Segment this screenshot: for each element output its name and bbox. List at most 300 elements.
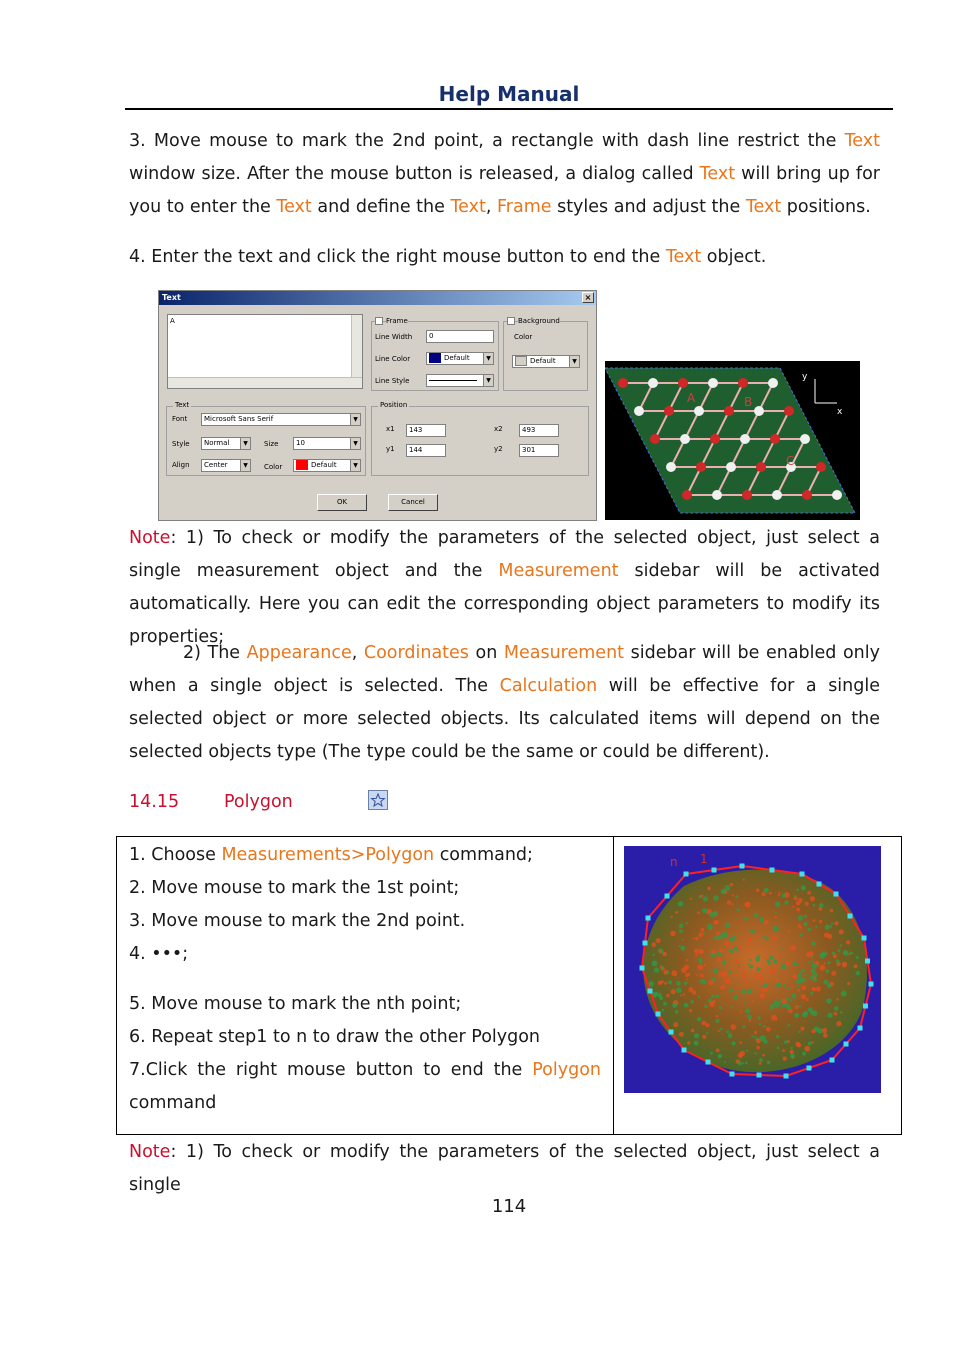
brain-texture-dot (715, 1019, 719, 1023)
brain-texture-dot (754, 1031, 757, 1034)
brain-texture-dot (800, 927, 802, 929)
brain-texture-dot (729, 970, 732, 973)
lattice-atom (756, 462, 766, 472)
text-color-select[interactable]: Default ▼ (293, 459, 361, 472)
brain-texture-dot (694, 1033, 699, 1038)
cancel-button[interactable]: Cancel (388, 494, 438, 511)
brain-texture-dot (760, 993, 765, 998)
close-icon[interactable]: × (582, 292, 594, 303)
line-width-field[interactable]: 0 (426, 330, 494, 343)
brain-texture-dot (769, 955, 774, 960)
brain-texture-dot (749, 1019, 752, 1022)
brain-texture-dot (800, 934, 803, 937)
brain-texture-dot (738, 1053, 743, 1058)
text-style-group: Text Font Microsoft Sans Serif ▼ Style Normal ▼ Size 10 ▼ Align Center ▼ Color Default ▼ (166, 406, 366, 476)
polygon-vertex-marker (834, 892, 839, 897)
brain-texture-dot (754, 913, 759, 918)
chevron-down-icon: ▼ (240, 438, 250, 449)
y1-field[interactable]: 144 (406, 444, 446, 457)
brain-texture-dot (810, 896, 815, 901)
brain-texture-dot (808, 961, 810, 963)
brain-texture-dot (760, 1035, 766, 1041)
brain-texture-dot (743, 971, 746, 974)
brain-texture-dot (708, 980, 713, 985)
brain-texture-dot (807, 928, 810, 931)
brain-texture-dot (815, 926, 817, 928)
brain-texture-dot (713, 895, 719, 901)
brain-texture-dot (791, 1047, 793, 1049)
brain-texture-dot (794, 1013, 799, 1018)
brain-texture-dot (765, 937, 768, 940)
line-color-select[interactable]: Default ▼ (426, 352, 494, 365)
lattice-atom (742, 490, 752, 500)
brain-texture-dot (757, 967, 761, 971)
brain-texture-dot (797, 963, 799, 965)
brain-texture-dot (662, 952, 667, 957)
brain-texture-dot (742, 990, 747, 995)
brain-texture-dot (732, 1041, 736, 1045)
brain-texture-dot (767, 1061, 770, 1064)
brain-texture-dot (836, 1021, 841, 1026)
text-input-area[interactable]: A (167, 314, 363, 389)
brain-texture-dot (749, 965, 753, 969)
lattice-atom (754, 406, 764, 416)
brain-texture-dot (713, 968, 719, 974)
brain-texture-dot (804, 1011, 808, 1015)
brain-texture-dot (668, 980, 672, 984)
brain-texture-dot (746, 1050, 748, 1052)
brain-texture-dot (728, 1033, 733, 1038)
brain-texture-dot (652, 954, 654, 956)
dialog-title-bar: Text × (159, 291, 596, 305)
brain-texture-dot (791, 993, 796, 998)
font-select[interactable]: Microsoft Sans Serif ▼ (201, 413, 361, 426)
lattice-atom (816, 462, 826, 472)
brain-texture-dot (796, 978, 801, 983)
brain-texture-dot (756, 1046, 760, 1050)
brain-texture-dot (742, 974, 746, 978)
brain-texture-dot (776, 982, 781, 987)
brain-texture-dot (830, 909, 834, 913)
table-divider (613, 837, 614, 1134)
brain-texture-dot (722, 960, 727, 965)
brain-texture-dot (719, 953, 723, 957)
brain-texture-dot (732, 894, 734, 896)
brain-texture-dot (731, 903, 733, 905)
note-paragraph-1: Note: 1) To check or modify the parameters of the selected object, just select a single measurement object and the Measurement sidebar will be activated automatically. Here you can edit the corresponding object parameters to modify its properties; (129, 528, 880, 647)
brain-texture-dot (683, 993, 685, 995)
brain-texture-dot (841, 991, 847, 997)
brain-texture-dot (738, 1061, 742, 1065)
x1-field[interactable]: 143 (406, 424, 446, 437)
brain-texture-dot (806, 998, 809, 1001)
brain-texture-dot (724, 1061, 726, 1063)
brain-texture-dot (834, 1006, 839, 1011)
lattice-atom (800, 434, 810, 444)
brain-texture-dot (776, 979, 779, 982)
polygon-vertex-marker (830, 1058, 835, 1063)
brain-texture-dot (752, 1000, 754, 1002)
brain-texture-dot (654, 992, 659, 997)
polygon-vertex-marker (807, 1066, 812, 1071)
lattice-atom (770, 434, 780, 444)
brain-texture-dot (823, 980, 828, 985)
brain-texture-dot (717, 958, 721, 962)
brain-texture-dot (747, 1015, 752, 1020)
brain-texture-dot (716, 1015, 718, 1017)
polygon-vertex-marker (648, 989, 653, 994)
brain-texture-dot (672, 1003, 677, 1008)
paragraph-step4: 4. Enter the text and click the right mouse button to end the Text object. (129, 247, 767, 267)
brain-texture-dot (797, 985, 800, 988)
brain-texture-dot (682, 939, 684, 941)
brain-texture-dot (812, 961, 814, 963)
brain-texture-dot (725, 923, 730, 928)
brain-texture-dot (742, 1025, 745, 1028)
polygon-star-icon (368, 790, 388, 810)
brain-texture-dot (805, 974, 807, 976)
brain-texture-dot (826, 998, 831, 1003)
brain-texture-dot (664, 982, 667, 985)
brain-texture-dot (819, 920, 822, 923)
ok-button[interactable]: OK (317, 494, 367, 511)
brain-texture-dot (848, 953, 850, 955)
background-group: Background Color Default ▼ (503, 321, 588, 391)
polygon-vertex-marker (669, 1030, 674, 1035)
brain-texture-dot (783, 984, 786, 987)
brain-texture-dot (731, 1024, 737, 1030)
lattice-atom (650, 434, 660, 444)
step-7-cont: command (129, 1093, 217, 1113)
y2-field[interactable]: 301 (519, 444, 559, 457)
brain-texture-dot (790, 999, 792, 1001)
brain-texture-dot (836, 998, 838, 1000)
brain-texture-dot (762, 922, 764, 924)
brain-texture-dot (717, 935, 722, 940)
brain-texture-dot (730, 883, 733, 886)
brain-texture-dot (783, 1057, 787, 1061)
brain-texture-dot (759, 977, 764, 982)
brain-texture-dot (824, 962, 826, 964)
brain-texture-dot (694, 1041, 699, 1046)
brain-texture-dot (689, 1009, 692, 1012)
step-5: 5. Move mouse to mark the nth point; (129, 994, 462, 1014)
brain-texture-dot (746, 943, 748, 945)
paragraph-step3: 3. Move mouse to mark the 2nd point, a rectangle with dash line restrict the Text window size. After the mouse button is released, a dialog called Text will bring up for you to enter the Text and define the Text, Frame styles and adjust the Text positions. (129, 131, 880, 217)
brain-texture-dot (704, 1005, 707, 1008)
brain-texture-dot (807, 891, 811, 895)
brain-texture-dot (722, 932, 728, 938)
brain-texture-dot (718, 1054, 722, 1058)
polygon-vertex-marker (665, 894, 670, 899)
brain-texture-dot (805, 902, 809, 906)
brain-texture-dot (734, 946, 738, 950)
brain-texture-dot (670, 931, 676, 937)
brain-texture-dot (819, 903, 824, 908)
polygon-vertex-marker (863, 1004, 868, 1009)
brain-texture-dot (811, 963, 817, 969)
brain-texture-dot (676, 987, 682, 993)
brain-texture-dot (812, 1010, 818, 1016)
brain-texture-dot (687, 1041, 690, 1044)
lattice-atom (726, 462, 736, 472)
polygon-vertex-marker (800, 872, 805, 877)
brain-texture-dot (686, 978, 688, 980)
brain-texture-dot (704, 964, 706, 966)
brain-texture-dot (698, 932, 703, 937)
brain-texture-dot (666, 971, 669, 974)
brain-texture-dot (782, 893, 787, 898)
brain-texture-dot (798, 915, 803, 920)
brain-texture-dot (799, 1005, 801, 1007)
brain-texture-dot (729, 949, 731, 951)
brain-texture-dot (766, 959, 769, 962)
polygon-vertex-marker (848, 914, 853, 919)
brain-polygon-image (624, 846, 881, 1093)
brain-texture-dot (660, 980, 663, 983)
brain-texture-dot (828, 1013, 833, 1018)
brain-texture-dot (695, 937, 698, 940)
axis-y-label: y (802, 372, 808, 382)
brain-texture-dot (679, 945, 681, 947)
brain-texture-dot (811, 1029, 815, 1033)
brain-texture-dot (809, 951, 814, 956)
brain-texture-dot (791, 986, 793, 988)
polygon-vertex-marker (757, 1073, 762, 1078)
position-group: Position x1 143 y1 144 x2 493 y2 301 (371, 406, 589, 476)
brain-texture-dot (774, 916, 777, 919)
line-style-select[interactable] (426, 374, 494, 387)
brain-texture-dot (774, 1002, 779, 1007)
brain-texture-dot (760, 969, 762, 971)
brain-texture-dot (796, 908, 800, 912)
brain-texture-dot (843, 950, 849, 956)
brain-texture-dot (757, 1016, 760, 1019)
step-1: 1. Choose Measurements>Polygon command; (129, 845, 533, 865)
brain-texture-dot (745, 917, 748, 920)
brain-texture-dot (745, 1008, 750, 1013)
brain-texture-dot (811, 987, 814, 990)
brain-texture-dot (787, 1024, 790, 1027)
brain-texture-dot (740, 1011, 742, 1013)
brain-texture-dot (671, 970, 677, 976)
brain-texture-dot (801, 886, 806, 891)
brain-texture-dot (735, 960, 739, 964)
polygon-vertex-marker (706, 1060, 711, 1065)
brain-texture-dot (700, 974, 704, 978)
lattice-atom (768, 378, 778, 388)
brain-texture-dot (790, 945, 796, 951)
brain-texture-dot (702, 908, 707, 913)
brain-texture-dot (797, 989, 800, 992)
brain-texture-dot (797, 974, 801, 978)
brain-texture-dot (773, 959, 777, 963)
brain-texture-dot (802, 1052, 806, 1056)
chevron-down-icon: ▼ (569, 356, 579, 367)
brain-texture-dot (803, 922, 807, 926)
align-select[interactable]: Center ▼ (201, 459, 251, 472)
brain-texture-dot (827, 984, 831, 988)
note-paragraph-3: Note: 1) To check or modify the parameters of the selected object, just select a single (129, 1142, 880, 1195)
brain-texture-dot (822, 951, 827, 956)
brain-texture-dot (695, 954, 698, 957)
brain-texture-dot (784, 901, 788, 905)
brain-texture-dot (763, 936, 766, 939)
step-4: 4. •••; (129, 944, 189, 964)
lattice-atom (696, 462, 706, 472)
style-select[interactable]: Normal ▼ (201, 437, 251, 450)
brain-texture-dot (795, 1042, 800, 1047)
polygon-vertex-marker (643, 941, 648, 946)
brain-texture-dot (728, 980, 730, 982)
brain-texture-dot (679, 924, 683, 928)
brain-texture-dot (759, 1023, 762, 1026)
lattice-atom (634, 406, 644, 416)
page-header-title: Help Manual (438, 82, 580, 106)
chevron-down-icon: ▼ (350, 460, 360, 471)
polygon-vertex-marker (740, 864, 745, 869)
brain-texture-dot (846, 940, 850, 944)
brain-texture-dot (856, 956, 859, 959)
brain-texture-dot (811, 1041, 813, 1043)
axis-x-label: x (837, 407, 843, 417)
brain-texture-dot (687, 973, 690, 976)
frame-checkbox[interactable] (375, 317, 383, 325)
note-paragraph-2: 2) The Appearance, Coordinates on Measurement sidebar will be enabled only when a single object is selected. The Calculation will be effective for a single selected object or more selected objects. Its calculated items will depend on the selected objects type (The type could be the same or could be different). (129, 643, 881, 762)
polygon-vertex-marker (656, 1012, 661, 1017)
brain-texture-dot (691, 1029, 695, 1033)
lattice-atom (724, 406, 734, 416)
brain-texture-dot (710, 1052, 713, 1055)
brain-texture-dot (813, 919, 816, 922)
lattice-label-a: A (687, 391, 696, 405)
brain-texture-dot (759, 1058, 763, 1062)
section-title: Polygon (224, 792, 293, 812)
brain-texture-dot (798, 1031, 800, 1033)
brain-texture-dot (808, 1042, 812, 1046)
lattice-atom (802, 490, 812, 500)
polygon-label-1: 1 (700, 852, 708, 866)
brain-texture-dot (703, 932, 705, 934)
polygon-vertex-marker (770, 868, 775, 873)
x2-field[interactable]: 493 (519, 424, 559, 437)
brain-texture-dot (702, 1035, 706, 1039)
brain-texture-dot (735, 895, 738, 898)
brain-texture-dot (684, 981, 688, 985)
brain-texture-dot (781, 947, 783, 949)
brain-texture-dot (729, 937, 734, 942)
brain-texture-dot (711, 995, 715, 999)
lattice-atom (708, 378, 718, 388)
brain-texture-dot (680, 995, 682, 997)
lattice-atom (680, 434, 690, 444)
brain-texture-dot (745, 1062, 748, 1065)
brain-texture-dot (822, 1028, 827, 1033)
brain-texture-dot (770, 968, 775, 973)
brain-texture-dot (772, 934, 778, 940)
step-6: 6. Repeat step1 to n to draw the other Polygon (129, 1027, 541, 1047)
brain-texture-dot (831, 923, 833, 925)
brain-texture-dot (740, 1041, 743, 1044)
brain-texture-dot (742, 1062, 744, 1064)
brain-texture-dot (737, 908, 740, 911)
brain-texture-dot (785, 962, 789, 966)
brain-texture-dot (776, 1035, 779, 1038)
brain-texture-dot (763, 1025, 766, 1028)
lattice-atom (832, 490, 842, 500)
lattice-atom (694, 406, 704, 416)
brain-texture-dot (716, 1049, 720, 1053)
brain-texture-dot (749, 959, 752, 962)
brain-texture-dot (679, 929, 683, 933)
horizontal-scrollbar[interactable] (168, 377, 362, 388)
brain-texture-dot (750, 929, 755, 934)
chevron-down-icon: ▼ (483, 375, 493, 386)
brain-texture-dot (675, 1010, 679, 1014)
brain-texture-dot (747, 937, 752, 942)
polygon-vertex-marker (844, 1042, 849, 1047)
brain-texture-dot (764, 889, 767, 892)
brain-texture-dot (697, 911, 700, 914)
brain-texture-dot (725, 885, 731, 891)
brain-texture-dot (679, 1032, 684, 1037)
brain-texture-dot (816, 987, 821, 992)
brain-texture-dot (671, 989, 676, 994)
brain-texture-dot (698, 965, 704, 971)
brain-texture-dot (756, 888, 760, 892)
polygon-vertex-marker (817, 882, 822, 887)
brain-texture-dot (782, 1003, 786, 1007)
brain-texture-dot (699, 895, 702, 898)
brain-texture-dot (754, 973, 759, 978)
lattice-atom (710, 434, 720, 444)
polygon-label-n: n (670, 855, 678, 869)
brain-texture-dot (755, 1052, 757, 1054)
brain-texture-dot (701, 1021, 706, 1026)
brain-texture-dot (666, 994, 669, 997)
text-dialog (158, 290, 597, 521)
brain-texture-dot (810, 992, 813, 995)
brain-texture-dot (663, 1002, 667, 1006)
polygon-vertex-marker (869, 982, 874, 987)
brain-texture-dot (706, 1032, 708, 1034)
polygon-vertex-marker (858, 1026, 863, 1031)
brain-texture-dot (764, 956, 766, 958)
brain-texture-dot (700, 928, 704, 932)
background-checkbox[interactable] (507, 317, 515, 325)
brain-texture-dot (787, 987, 790, 990)
brain-texture-dot (853, 964, 857, 968)
brain-texture-dot (834, 921, 838, 925)
brain-texture-dot (804, 915, 807, 918)
chevron-down-icon: ▼ (350, 438, 360, 449)
brain-texture-dot (703, 896, 708, 901)
brain-texture-dot (775, 901, 781, 907)
brain-texture-dot (714, 920, 719, 925)
polygon-vertex-marker (640, 966, 645, 971)
background-color-select[interactable]: Default ▼ (512, 355, 580, 368)
brain-texture-dot (694, 949, 699, 954)
brain-texture-dot (856, 971, 860, 975)
lattice-atom (740, 434, 750, 444)
brain-texture-dot (675, 911, 678, 914)
lattice-atom (682, 490, 692, 500)
brain-texture-dot (802, 986, 806, 990)
brain-texture-dot (833, 954, 837, 958)
brain-texture-dot (755, 957, 760, 962)
size-select[interactable]: 10 ▼ (293, 437, 361, 450)
brain-texture-dot (825, 969, 829, 973)
